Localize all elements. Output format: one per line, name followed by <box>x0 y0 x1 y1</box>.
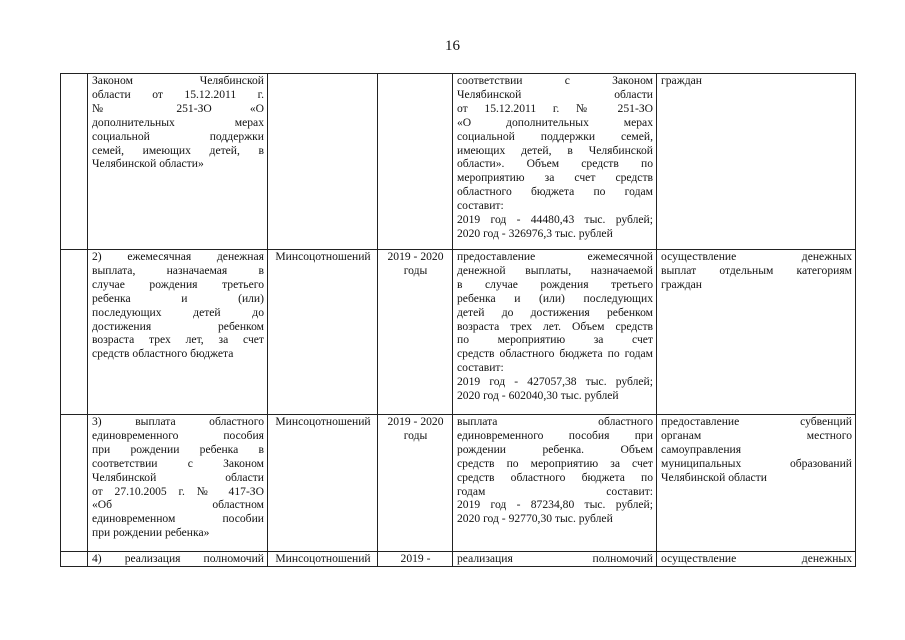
table-row <box>61 250 856 415</box>
text-line: области от 15.12.2011 г. <box>92 87 264 101</box>
text-line: органам местного <box>661 428 852 442</box>
text-line: соответствии с Законом <box>457 74 653 87</box>
text-line: ребенка и (или) <box>92 291 264 305</box>
text-line: 2) ежемесячная денежная <box>92 250 264 263</box>
text-line: выплата областного <box>457 415 653 428</box>
text-line: ребенка и (или) последующих <box>457 291 653 305</box>
text-line: выплата, назначаемая в <box>92 263 264 277</box>
number-cell <box>61 415 88 552</box>
text-line: самоуправления <box>661 442 742 456</box>
text-line: соответствии с Законом <box>92 456 264 470</box>
text-line: от 15.12.2011 г. № 251-ЗО <box>457 101 653 115</box>
text-line: единовременном пособии <box>92 512 264 526</box>
text-line: граждан <box>661 74 702 87</box>
table-row <box>61 415 856 552</box>
table-body <box>61 74 856 567</box>
text-line: годам составит: <box>457 484 653 498</box>
number-cell <box>61 552 88 567</box>
text-line: осуществление денежных <box>661 552 852 565</box>
text-line: составит: <box>457 361 504 375</box>
text-line: 2020 год - 92770,30 тыс. рублей <box>457 512 613 526</box>
text-line: муниципальных образований <box>661 456 852 470</box>
result-cell <box>657 74 856 250</box>
executor-cell: Минсоцотношений <box>268 250 378 415</box>
result-cell <box>657 415 856 552</box>
executor-cell: Минсоцотношений <box>268 415 378 552</box>
page-number: 16 <box>445 38 460 54</box>
text-line: Челябинской области <box>457 87 653 101</box>
text-line: семей, имеющих детей, в <box>92 143 264 157</box>
text-line: по мероприятию за счет <box>457 333 653 347</box>
text-line: выплат отдельным категориям <box>661 263 852 277</box>
text-line: 2020 год - 326976,3 тыс. рублей <box>457 226 613 240</box>
text-line: 2019 год - 44480,43 тыс. рублей; <box>457 213 653 227</box>
text-line: средств областного бюджета по годам <box>457 347 653 361</box>
text-line: при рождении ребенка в <box>92 442 264 456</box>
text-line: области». Объем средств по <box>457 157 653 171</box>
program-measures-table <box>60 73 856 567</box>
text-line: детей до достижения ребенком <box>457 305 653 319</box>
period-cell: 2019 - 2020 годы <box>378 250 453 415</box>
text-line: возраста трех лет. Объем средств <box>457 319 653 333</box>
text-line: областного бюджета по годам <box>457 185 653 199</box>
text-line: социальной поддержки семей, <box>457 129 653 143</box>
period-cell: 2019 - <box>378 552 453 567</box>
text-line: рождении ребенка. Объем <box>457 442 653 456</box>
text-line: составит: <box>457 199 504 213</box>
result-cell <box>657 552 856 567</box>
content-cell <box>453 250 657 415</box>
content-cell <box>453 74 657 250</box>
text-line: Челябинской области» <box>92 157 204 171</box>
text-line: осуществление денежных <box>661 250 852 263</box>
text-line: 3) выплата областного <box>92 415 264 428</box>
measure-cell <box>88 552 268 567</box>
table-row <box>61 552 856 567</box>
text-line: предоставление ежемесячной <box>457 250 653 263</box>
executor-cell <box>268 74 378 250</box>
text-line: достижения ребенком <box>92 319 264 333</box>
text-line: 2019 год - 427057,38 тыс. рублей; <box>457 375 653 389</box>
text-line: 4) реализация полномочий <box>92 552 264 565</box>
text-line: средств областного бюджета по <box>457 470 653 484</box>
text-line: социальной поддержки <box>92 129 264 143</box>
measure-cell <box>88 74 268 250</box>
text-line: в случае рождения третьего <box>457 277 653 291</box>
text-line: Челябинской области <box>92 470 264 484</box>
text-line: дополнительных мерах <box>92 115 264 129</box>
text-line: предоставление субвенций <box>661 415 852 428</box>
table-row <box>61 74 856 250</box>
text-line: единовременного пособия при <box>457 428 653 442</box>
period-cell: 2019 - 2020 годы <box>378 415 453 552</box>
content-cell <box>453 415 657 552</box>
text-line: мероприятию за счет средств <box>457 171 653 185</box>
content-cell <box>453 552 657 567</box>
number-cell <box>61 74 88 250</box>
text-line: граждан <box>661 277 702 291</box>
text-line: Челябинской области <box>661 470 767 484</box>
text-line: при рождении ребенка» <box>92 526 210 540</box>
text-line: 2020 год - 602040,30 тыс. рублей <box>457 389 619 403</box>
text-line: «О дополнительных мерах <box>457 115 653 129</box>
text-line: Законом Челябинской <box>92 74 264 87</box>
text-line: имеющих детей, в Челябинской <box>457 143 653 157</box>
text-line: № 251-ЗО «О <box>92 101 264 115</box>
text-line: «Об областном <box>92 498 264 512</box>
measure-cell <box>88 415 268 552</box>
text-line: возраста трех лет, за счет <box>92 333 264 347</box>
measure-cell <box>88 250 268 415</box>
text-line: средств областного бюджета <box>92 347 234 361</box>
executor-cell: Минсоцотношений <box>268 552 378 567</box>
text-line: от 27.10.2005 г. № 417-ЗО <box>92 484 264 498</box>
number-cell <box>61 250 88 415</box>
text-line: денежной выплаты, назначаемой <box>457 263 653 277</box>
text-line: последующих детей до <box>92 305 264 319</box>
text-line: реализация полномочий <box>457 552 653 565</box>
text-line: случае рождения третьего <box>92 277 264 291</box>
period-cell <box>378 74 453 250</box>
text-line: 2019 год - 87234,80 тыс. рублей; <box>457 498 653 512</box>
text-line: средств по мероприятию за счет <box>457 456 653 470</box>
result-cell <box>657 250 856 415</box>
text-line: единовременного пособия <box>92 428 264 442</box>
